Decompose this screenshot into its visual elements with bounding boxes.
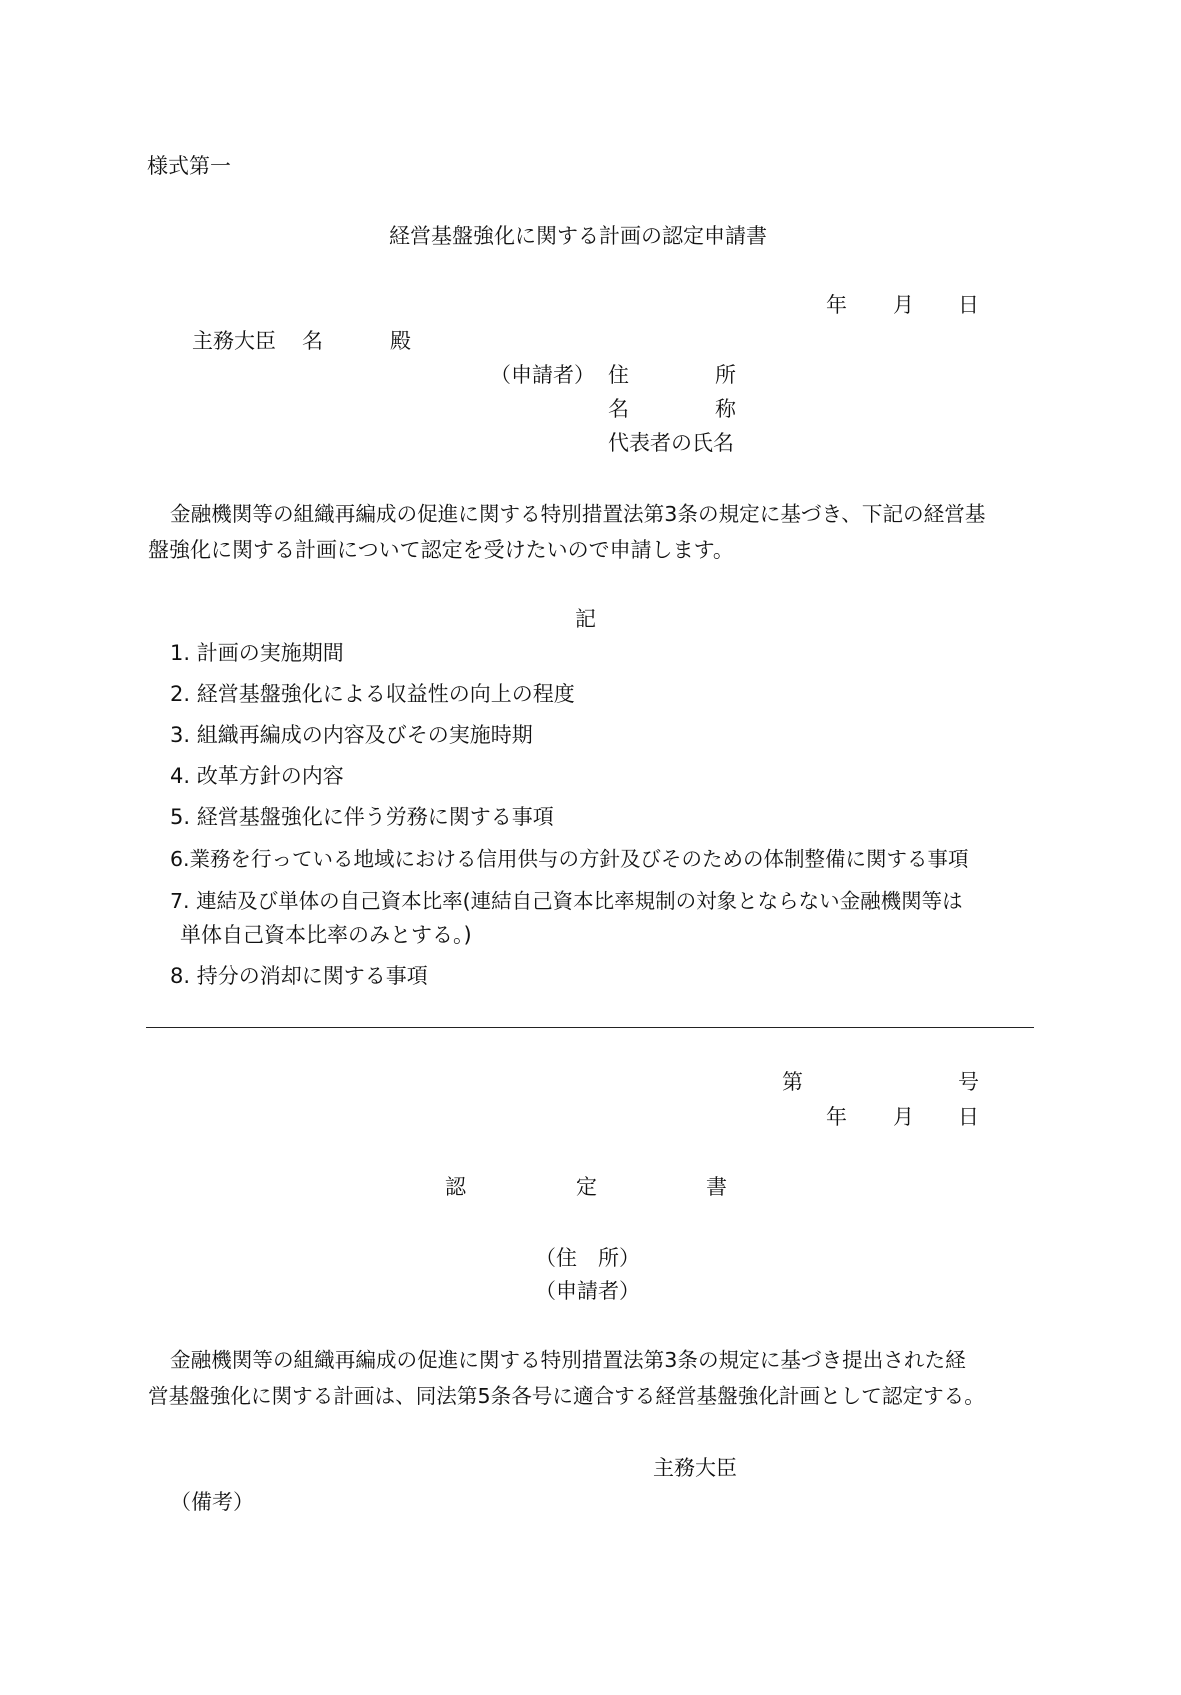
applicant-name-label-1: 名 — [608, 397, 629, 421]
certificate-date-month: 月 — [893, 1105, 914, 1129]
application-body-line-2: 盤強化に関する計画について認定を受けたいので申請します。 — [148, 538, 734, 562]
applicant-address-label-2: 所 — [715, 363, 736, 387]
application-date-day: 日 — [958, 293, 979, 317]
applicant-representative-label: 代表者の氏名 — [608, 431, 734, 455]
certificate-applicant-label: （申請者） — [535, 1279, 640, 1303]
item-5: 5. 経営基盤強化に伴う労務に関する事項 — [170, 805, 554, 829]
item-2: 2. 経営基盤強化による収益性の向上の程度 — [170, 682, 575, 706]
certificate-date-day: 日 — [958, 1105, 979, 1129]
item-7-continuation: 単体自己資本比率のみとする。) — [180, 923, 472, 947]
item-1: 1. 計画の実施期間 — [170, 641, 344, 665]
applicant-name-label-2: 称 — [715, 397, 736, 421]
certificate-title-char-3: 書 — [706, 1175, 727, 1199]
item-6: 6.業務を行っている地域における信用供与の方針及びそのための体制整備に関する事項 — [170, 847, 969, 871]
item-8: 8. 持分の消却に関する事項 — [170, 964, 428, 988]
application-body-line-1: 金融機関等の組織再編成の促進に関する特別措置法第3条の規定に基づき、下記の経営基 — [170, 502, 986, 526]
certificate-title-char-1: 認 — [445, 1175, 466, 1199]
application-date-month: 月 — [893, 293, 914, 317]
certificate-title-char-2: 定 — [576, 1175, 597, 1199]
application-date-year: 年 — [826, 293, 847, 317]
item-7: 7. 連結及び単体の自己資本比率(連結自己資本比率規制の対象とならない金融機関等は — [170, 889, 963, 913]
addressee-office: 主務大臣 — [192, 329, 276, 353]
certificate-minister: 主務大臣 — [653, 1456, 737, 1480]
form-number: 様式第一 — [147, 154, 231, 178]
certificate-date-year: 年 — [826, 1105, 847, 1129]
item-3: 3. 組織再編成の内容及びその実施時期 — [170, 723, 533, 747]
section-divider — [146, 1027, 1034, 1028]
applicant-label: （申請者） — [490, 363, 595, 387]
applicant-address-label-1: 住 — [608, 363, 629, 387]
certificate-remarks: （備考） — [170, 1490, 254, 1514]
certificate-address-label: （住 所） — [535, 1246, 640, 1270]
certificate-body-line-1: 金融機関等の組織再編成の促進に関する特別措置法第3条の規定に基づき提出された経 — [170, 1348, 966, 1372]
certificate-body-line-2: 営基盤強化に関する計画は、同法第5条各号に適合する経営基盤強化計画として認定する。 — [148, 1384, 985, 1408]
addressee-honorific: 殿 — [390, 329, 411, 353]
ki-heading: 記 — [575, 607, 596, 631]
application-title: 経営基盤強化に関する計画の認定申請書 — [389, 224, 767, 248]
item-4: 4. 改革方針の内容 — [170, 764, 344, 788]
certificate-number-suffix: 号 — [958, 1070, 979, 1094]
certificate-number-prefix: 第 — [782, 1070, 803, 1094]
addressee-name: 名 — [302, 329, 323, 353]
